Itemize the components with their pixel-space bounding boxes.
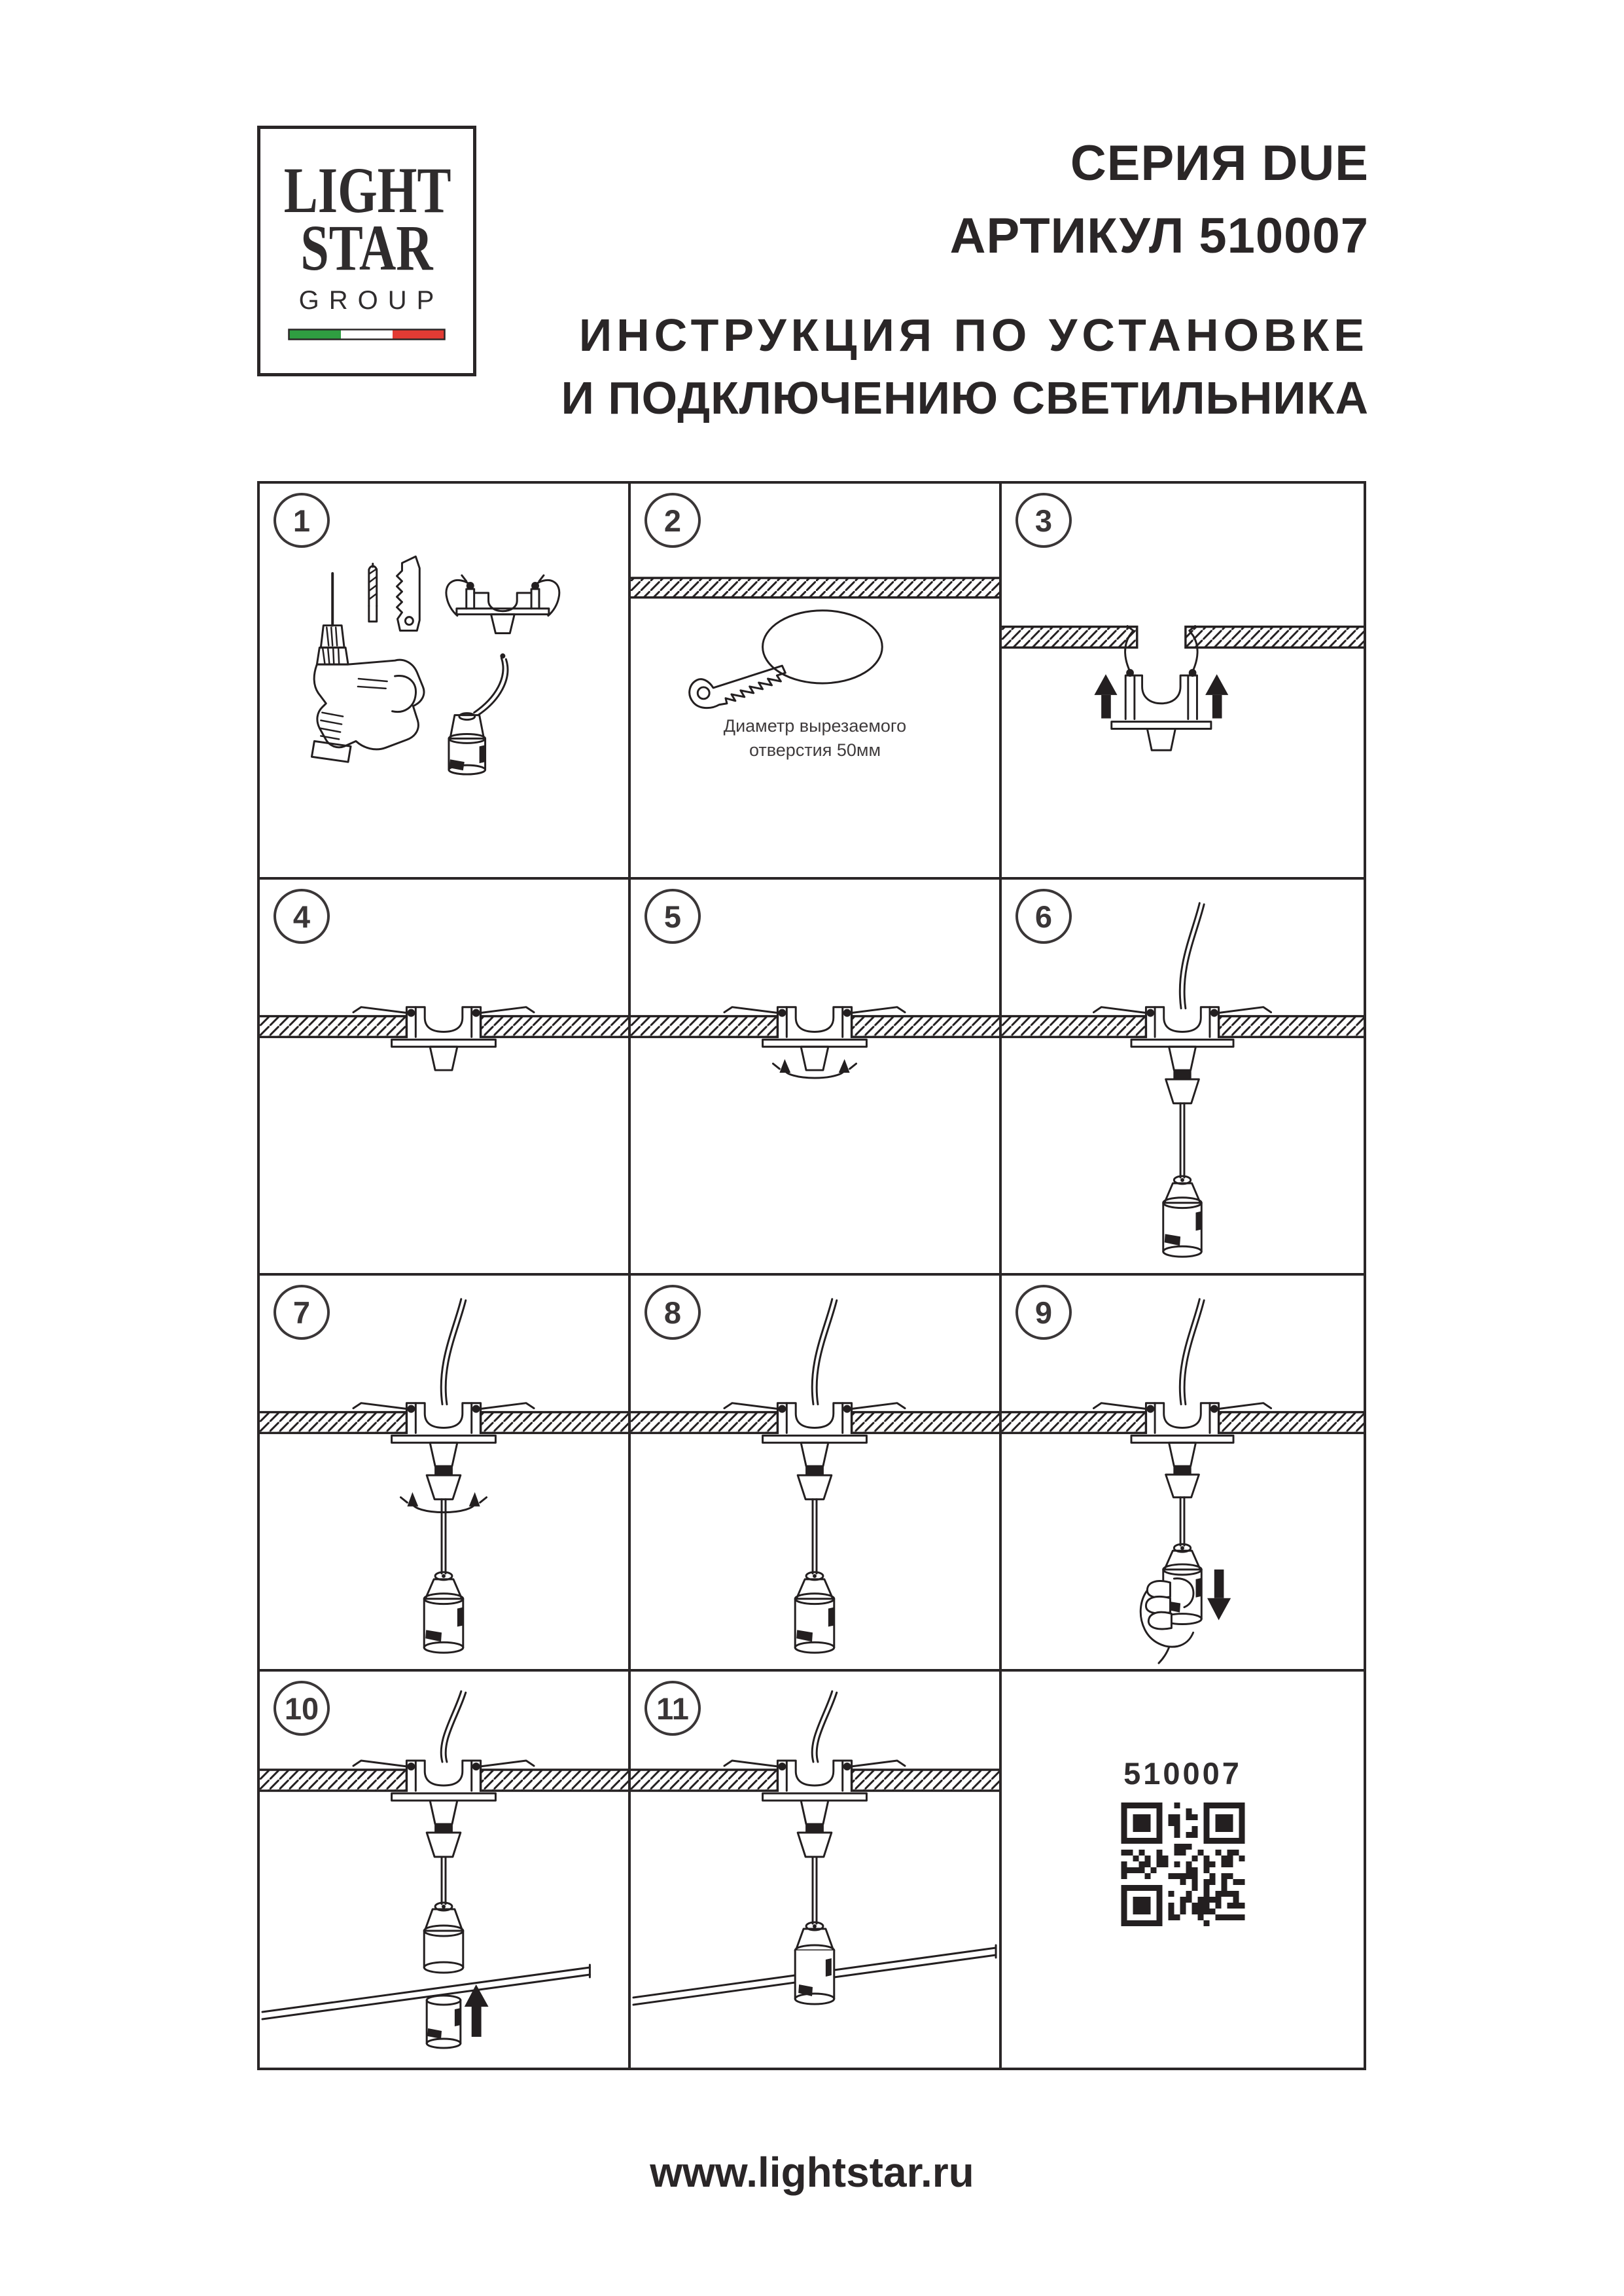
step-number-badge: 7 (274, 1285, 330, 1340)
rotate-arrow-icon (773, 1059, 856, 1078)
italian-flag-icon (288, 329, 446, 340)
supply-wire (812, 1691, 837, 1762)
up-arrow-icon (465, 1984, 489, 2037)
qr-code (1121, 1803, 1244, 1926)
step-9 (1002, 1276, 1364, 1672)
drill-icon (311, 573, 424, 762)
supply-wire (1180, 1299, 1204, 1405)
pendant-rod-and-holder (795, 1466, 834, 1653)
fixture-with-springs (1112, 626, 1211, 751)
article-number-title: АРТИКУЛ 510007 (949, 208, 1369, 264)
ceiling-section (631, 578, 999, 598)
drill-bit-icon (369, 564, 377, 621)
step-number-badge: 2 (644, 493, 701, 548)
saw-icon (690, 666, 786, 708)
instruction-title-line2: И ПОДКЛЮЧЕНИЮ СВЕТИЛЬНИКА (561, 372, 1369, 423)
instruction-title-line1: ИНСТРУКЦИЯ ПО УСТАНОВКЕ (578, 310, 1369, 361)
supply-wire (441, 1691, 466, 1762)
step-10 (260, 1672, 631, 2068)
step-6 (1002, 880, 1364, 1276)
pendant-rod-and-holder (1163, 1070, 1202, 1257)
logo-word-light: LIGHT (283, 154, 451, 226)
pendant-rod-and-holder (795, 1824, 834, 2004)
footer-url: www.lightstar.ru (650, 2149, 974, 2196)
step-1 (260, 484, 631, 880)
step-number-badge: 1 (274, 493, 330, 548)
pendant-rod-and-holder (424, 1466, 463, 1653)
down-arrow-icon (1207, 1570, 1231, 1620)
saw-icon (397, 556, 420, 630)
up-arrow-icon (1094, 674, 1117, 719)
hole-diameter-caption: Диаметр вырезаемого отверстия 50мм (723, 716, 907, 760)
step-5 (631, 880, 1002, 1276)
step-number-badge: 11 (644, 1681, 701, 1736)
rotate-arrow-icon (400, 1492, 486, 1513)
step-number-badge: 9 (1015, 1285, 1072, 1340)
logo-word-group: GROUP (298, 286, 444, 315)
step-number-badge: 10 (274, 1681, 330, 1736)
supply-wire (812, 1299, 837, 1405)
mounting-ring-icon (446, 575, 559, 633)
header (561, 135, 1369, 424)
step-3 (1002, 484, 1364, 880)
qr-panel (1002, 1672, 1364, 2068)
ceiling-section-right (1186, 627, 1364, 648)
supply-wire (441, 1299, 466, 1405)
step-number-badge: 4 (274, 889, 330, 944)
logo-word-star: STAR (300, 211, 433, 284)
ceiling-section-left (1002, 627, 1137, 648)
up-arrow-icon (1205, 674, 1228, 719)
lamp-holder-icon (449, 653, 508, 774)
hand-icon (1140, 1579, 1193, 1663)
step-number-badge: 6 (1015, 889, 1072, 944)
lightstar-logo (257, 126, 476, 376)
step-number-badge: 3 (1015, 493, 1072, 548)
holder-sleeve (427, 1996, 461, 2048)
step-2 (631, 484, 1002, 880)
qr-article-number: 510007 (1123, 1756, 1242, 1791)
steps-grid (257, 481, 1366, 2070)
cut-hole-ellipse (763, 611, 883, 683)
step-8 (631, 1276, 1002, 1672)
step-7 (260, 1276, 631, 1672)
series-title: СЕРИЯ DUE (1070, 135, 1369, 191)
step-4 (260, 880, 631, 1276)
step-number-badge: 5 (644, 889, 701, 944)
step-number-badge: 8 (644, 1285, 701, 1340)
pendant-rod-and-holder (424, 1824, 463, 1973)
step-11 (631, 1672, 1002, 2068)
supply-wire (1180, 903, 1204, 1009)
